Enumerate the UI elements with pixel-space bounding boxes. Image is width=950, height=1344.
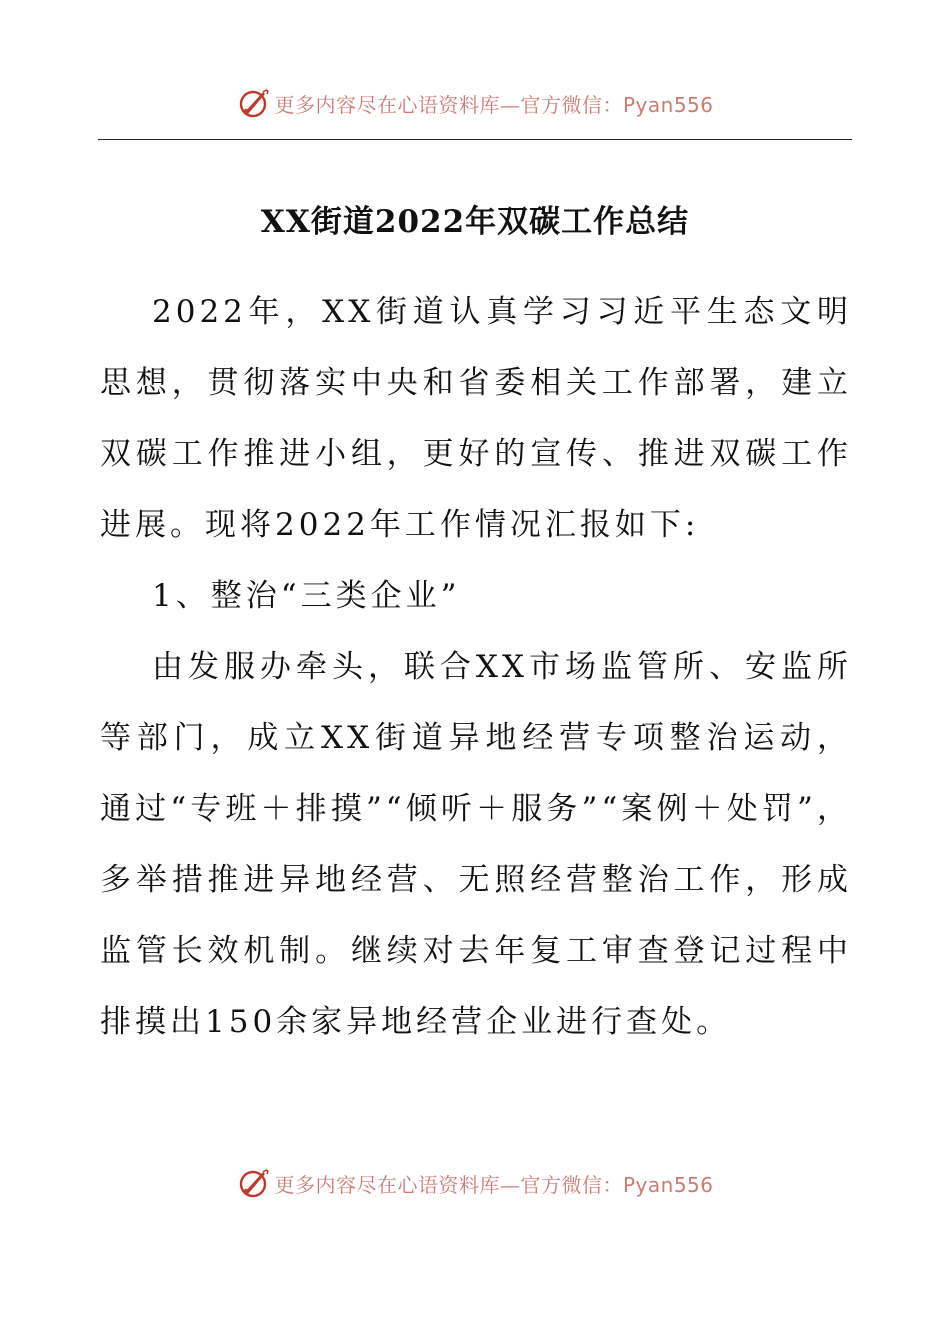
section-heading: 1、整治“三类企业” xyxy=(152,578,461,614)
banner-text xyxy=(274,89,713,118)
document-body xyxy=(100,277,852,1058)
quill-logo-icon xyxy=(236,1166,270,1200)
banner-wechat-id: Pyan556 xyxy=(622,1172,714,1197)
quill-logo-icon xyxy=(236,86,270,120)
banner-text xyxy=(274,1169,713,1198)
banner-promo-text: 更多内容尽在心语资料库—官方微信： xyxy=(274,1172,623,1197)
paragraph-section-1: 由发服办牵头，联合XX市场监管所、安监所等部门，成立XX街道异地经营专项整治运动，通过“专班＋排摸”“倾听＋服务”“案例＋处罚”，多举措推进异地经营、无照经营整治工作，形成监管长效机制。继续对去年复工审查登记过程中排摸出150余家异地经营企业进行查处。 xyxy=(100,649,852,1040)
header-rule xyxy=(98,139,852,140)
document-title: XX街道2022年双碳工作总结 xyxy=(260,204,690,240)
paragraph-intro: 2022年，XX街道认真学习习近平生态文明思想，贯彻落实中央和省委相关工作部署，建立双碳工作推进小组，更好的宣传、推进双碳工作进展。现将2022年工作情况汇报如下: xyxy=(100,294,852,543)
footer-banner xyxy=(0,1163,950,1203)
banner-wechat-id: Pyan556 xyxy=(622,92,714,117)
banner-promo-text: 更多内容尽在心语资料库—官方微信： xyxy=(274,92,623,117)
header-banner xyxy=(0,83,950,123)
